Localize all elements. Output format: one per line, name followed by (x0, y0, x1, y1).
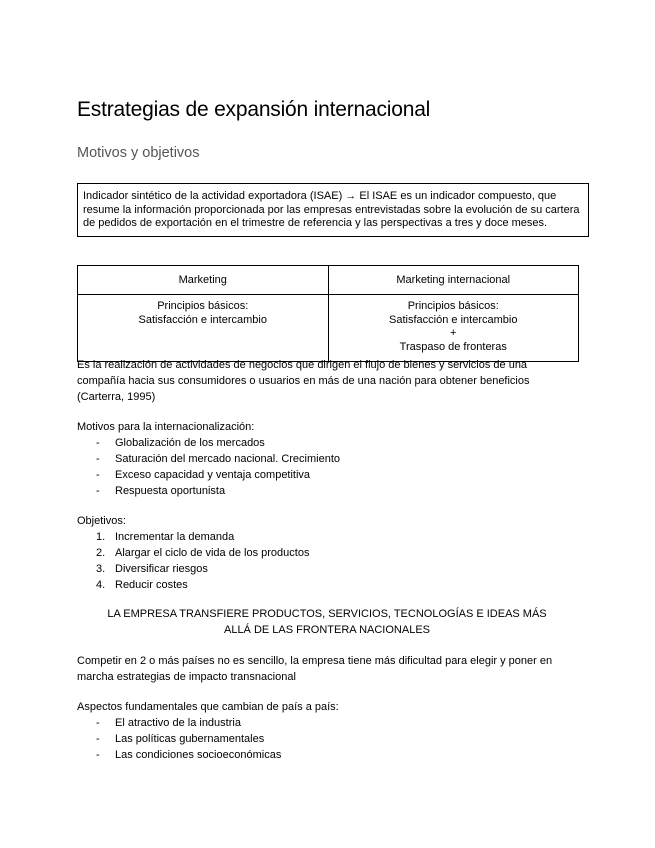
list-item: - Las condiciones socioeconómicas (96, 749, 282, 761)
dash-marker: - (96, 437, 100, 449)
emphasis-line-1: LA EMPRESA TRANSFIERE PRODUCTOS, SERVICIOS, TECNOLOGÍAS E IDEAS MÁS (107, 608, 547, 620)
dash-marker: - (96, 733, 100, 745)
list-item: - Globalización de los mercados (96, 437, 265, 449)
cell-line: Principios básicos: (407, 300, 499, 312)
number-marker: 1. (96, 531, 106, 543)
aspectos-section (77, 699, 577, 763)
emphasis-statement (77, 606, 577, 638)
table-header-marketing-internacional: Marketing internacional (328, 266, 579, 295)
dash-marker: - (96, 453, 100, 465)
isae-note-box: Indicador sintético de la actividad exportadora (ISAE) → El ISAE es un indicador compuesto, que resume la información proporcionada por las empresas entrevistadas sobre la evolución de su cartera de pedidos de exportación en el trimestre de referencia y las perspectivas a tres y doce meses. (77, 183, 589, 237)
cell-line: Satisfacción e intercambio (389, 313, 518, 326)
number-marker: 2. (96, 547, 106, 559)
page-title: Estrategias de expansión internacional (77, 98, 431, 121)
dash-marker: - (96, 717, 100, 729)
page-subtitle: Motivos y objetivos (77, 145, 200, 161)
aspectos-list (77, 715, 577, 763)
dash-marker: - (96, 469, 100, 481)
motivos-section (77, 419, 577, 499)
table-header-row (78, 266, 579, 295)
motivos-list (77, 435, 577, 499)
dash-marker: - (96, 749, 100, 761)
aspectos-heading: Aspectos fundamentales que cambian de país a país: (77, 701, 339, 713)
table-header-marketing: Marketing (78, 266, 329, 295)
cell-line: + (450, 327, 457, 339)
table-row (78, 295, 579, 362)
objetivos-section (77, 513, 577, 593)
objetivos-heading: Objetivos: (77, 515, 126, 527)
motivos-heading: Motivos para la internacionalización: (77, 421, 255, 433)
cell-line: Principios básicos: (157, 300, 249, 312)
number-marker: 3. (96, 563, 106, 575)
table-cell-marketing (78, 295, 329, 362)
list-item: - Las políticas gubernamentales (96, 733, 265, 745)
list-item: 2. Alargar el ciclo de vida de los productos (96, 547, 310, 559)
emphasis-line-2: ALLÁ DE LAS FRONTERA NACIONALES (223, 624, 430, 636)
list-item: - Respuesta oportunista (96, 485, 226, 497)
competir-paragraph: Competir en 2 o más países no es sencillo, la empresa tiene más dificultad para elegir y poner en marcha estrategias de impacto transnacional (77, 655, 553, 683)
cell-line: Satisfacción e intercambio (138, 313, 267, 326)
marketing-comparison-table (77, 265, 579, 362)
table-cell-marketing-internacional (328, 295, 579, 362)
list-item: - Exceso capacidad y ventaja competitiva (96, 469, 311, 481)
cell-line: Traspaso de fronteras (399, 340, 507, 353)
dash-marker: - (96, 485, 100, 497)
list-item: 3. Diversificar riesgos (96, 563, 208, 575)
list-item: - El atractivo de la industria (96, 717, 241, 729)
objetivos-list (77, 529, 577, 593)
definition-paragraph: Es la realización de actividades de negocios que dirigen el flujo de bienes y servicios de una compañía hacia sus consumidores o usuarios en más de una nación para obtener beneficios (Carterra, 1995) (77, 359, 530, 403)
list-item: 4. Reducir costes (96, 579, 188, 591)
list-item: - Saturación del mercado nacional. Crecimiento (96, 453, 341, 465)
number-marker: 4. (96, 579, 106, 591)
list-item: 1. Incrementar la demanda (96, 531, 235, 543)
